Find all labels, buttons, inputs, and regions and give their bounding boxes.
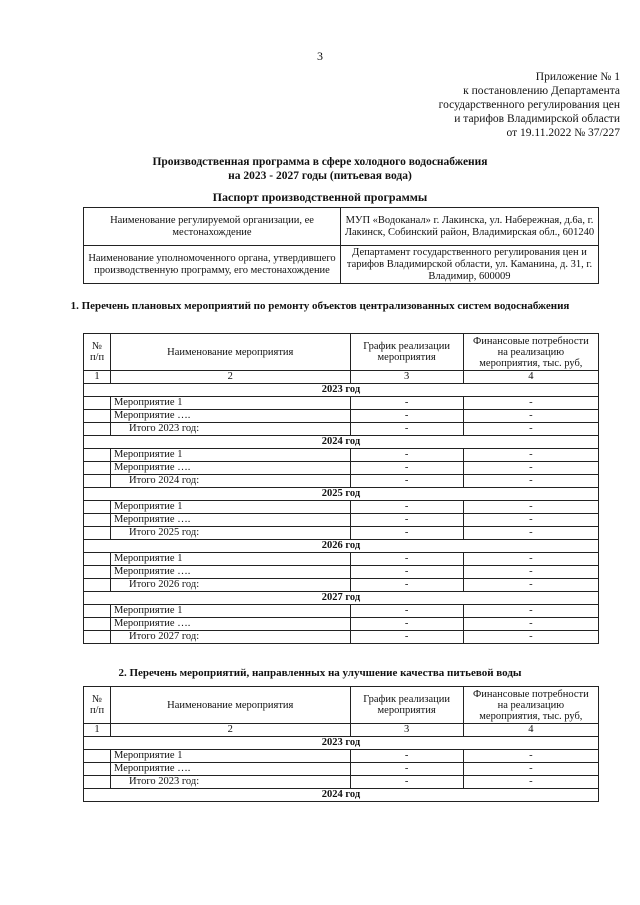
column-number: 1 [84,371,111,384]
row-number [84,410,111,423]
year-row [84,592,599,605]
table-row [84,605,599,618]
column-number: 3 [350,371,463,384]
activity-finance: - [463,618,598,631]
year-label: 2027 год [84,592,599,605]
header-finance: Финансовые потребности на реализацию мероприятия, тыс. руб, [463,334,598,371]
header-num: № п/п [84,687,111,724]
header-schedule: График реализации мероприятия [350,334,463,371]
header-name: Наименование мероприятия [111,334,350,371]
activity-schedule: - [350,605,463,618]
row-number [84,423,111,436]
row-number [84,763,111,776]
header-name: Наименование мероприятия [111,687,350,724]
passport-label: Наименование регулируемой организации, ее местонахождение [84,208,341,246]
activity-name: Мероприятие 1 [111,605,350,618]
row-number [84,527,111,540]
passport-table [83,207,599,284]
passport-row [84,208,599,246]
year-row [84,436,599,449]
activity-finance: - [463,605,598,618]
column-number: 1 [84,724,111,737]
appendix-line: государственного регулирования цен [438,99,620,111]
appendix-block [360,70,620,140]
activity-schedule: - [350,618,463,631]
table-row [84,501,599,514]
row-number [84,618,111,631]
activity-name: Итого 2026 год: [111,579,350,592]
column-number-row [84,371,599,384]
activity-schedule: - [350,501,463,514]
activity-name: Мероприятие …. [111,462,350,475]
year-row [84,789,599,802]
header-finance: Финансовые потребности на реализацию мероприятия, тыс. руб, [463,687,598,724]
row-number [84,605,111,618]
year-label: 2026 год [84,540,599,553]
activity-finance: - [463,449,598,462]
row-number [84,397,111,410]
activity-schedule: - [350,579,463,592]
header-schedule: График реализации мероприятия [350,687,463,724]
document-title [0,155,640,183]
activity-schedule: - [350,410,463,423]
year-row [84,384,599,397]
activity-name: Мероприятие 1 [111,750,350,763]
activity-finance: - [463,750,598,763]
appendix-line: от 19.11.2022 № 37/227 [506,127,620,139]
activity-name: Мероприятие …. [111,566,350,579]
row-number [84,566,111,579]
row-number [84,462,111,475]
activity-finance: - [463,631,598,644]
table-row [84,462,599,475]
table-row [84,631,599,644]
table-header-row [84,334,599,371]
section2-table [83,686,599,802]
activity-schedule: - [350,514,463,527]
column-number: 3 [350,724,463,737]
table-row [84,397,599,410]
activity-name: Мероприятие …. [111,410,350,423]
row-number [84,475,111,488]
table-row [84,527,599,540]
passport-label: Наименование уполномоченного органа, утвердившего производственную программу, его местонахождение [84,246,341,284]
row-number [84,750,111,763]
activity-name: Мероприятие …. [111,514,350,527]
table-row [84,410,599,423]
activity-finance: - [463,501,598,514]
activity-finance: - [463,553,598,566]
column-number: 2 [111,371,350,384]
activity-name: Итого 2024 год: [111,475,350,488]
activity-name: Итого 2025 год: [111,527,350,540]
activity-finance: - [463,462,598,475]
activity-name: Мероприятие 1 [111,553,350,566]
section1-title: 1. Перечень плановых мероприятий по ремонту объектов централизованных систем водоснабжения [70,300,570,312]
row-number [84,449,111,462]
header-num: № п/п [84,334,111,371]
section2-title: 2. Перечень мероприятий, направленных на улучшение качества питьевой воды [118,667,522,679]
table-header-row [84,687,599,724]
activity-name: Мероприятие …. [111,763,350,776]
activity-schedule: - [350,397,463,410]
document-title-line2: на 2023 - 2027 годы (питьевая вода) [228,170,412,182]
table-row [84,553,599,566]
activity-finance: - [463,776,598,789]
table-row [84,449,599,462]
appendix-line: к постановлению Департамента [463,85,620,97]
passport-title: Паспорт производственной программы [212,190,428,204]
table-row [84,763,599,776]
activity-name: Итого 2023 год: [111,776,350,789]
appendix-line: и тарифов Владимирской области [454,113,620,125]
activity-schedule: - [350,750,463,763]
table-row [84,750,599,763]
year-label: 2023 год [84,384,599,397]
column-number-row [84,724,599,737]
activity-finance: - [463,579,598,592]
column-number: 2 [111,724,350,737]
activity-schedule: - [350,527,463,540]
table-row [84,475,599,488]
activity-finance: - [463,410,598,423]
activity-schedule: - [350,631,463,644]
activity-name: Итого 2027 год: [111,631,350,644]
activity-name: Мероприятие …. [111,618,350,631]
activity-schedule: - [350,553,463,566]
row-number [84,553,111,566]
year-label: 2024 год [84,436,599,449]
document-title-line1: Производственная программа в сфере холодного водоснабжения [152,156,488,168]
activity-schedule: - [350,763,463,776]
section1-table [83,333,599,644]
table-row [84,579,599,592]
appendix-line: Приложение № 1 [535,71,620,83]
activity-finance: - [463,763,598,776]
activity-name: Мероприятие 1 [111,449,350,462]
activity-name: Мероприятие 1 [111,397,350,410]
activity-name: Итого 2023 год: [111,423,350,436]
activity-schedule: - [350,449,463,462]
year-label: 2025 год [84,488,599,501]
year-label: 2024 год [84,789,599,802]
activity-finance: - [463,475,598,488]
table-row [84,514,599,527]
year-row [84,737,599,750]
activity-finance: - [463,397,598,410]
column-number: 4 [463,371,598,384]
passport-row [84,246,599,284]
row-number [84,776,111,789]
row-number [84,501,111,514]
activity-schedule: - [350,566,463,579]
row-number [84,631,111,644]
page-number: 3 [317,49,323,63]
year-label: 2023 год [84,737,599,750]
row-number [84,514,111,527]
activity-schedule: - [350,776,463,789]
row-number [84,579,111,592]
activity-finance: - [463,527,598,540]
table-row [84,423,599,436]
table-row [84,618,599,631]
activity-finance: - [463,514,598,527]
activity-name: Мероприятие 1 [111,501,350,514]
column-number: 4 [463,724,598,737]
activity-finance: - [463,423,598,436]
table-row [84,776,599,789]
activity-schedule: - [350,462,463,475]
passport-value: Департамент государственного регулирования цен и тарифов Владимирской области, ул. Каманина, д. 31, г. Владимир, 600009 [341,246,599,284]
year-row [84,488,599,501]
activity-schedule: - [350,423,463,436]
table-row [84,566,599,579]
passport-value: МУП «Водоканал» г. Лакинска, ул. Набережная, д.6а, г. Лакинск, Собинский район, Владимирская обл., 601240 [341,208,599,246]
activity-finance: - [463,566,598,579]
year-row [84,540,599,553]
activity-schedule: - [350,475,463,488]
